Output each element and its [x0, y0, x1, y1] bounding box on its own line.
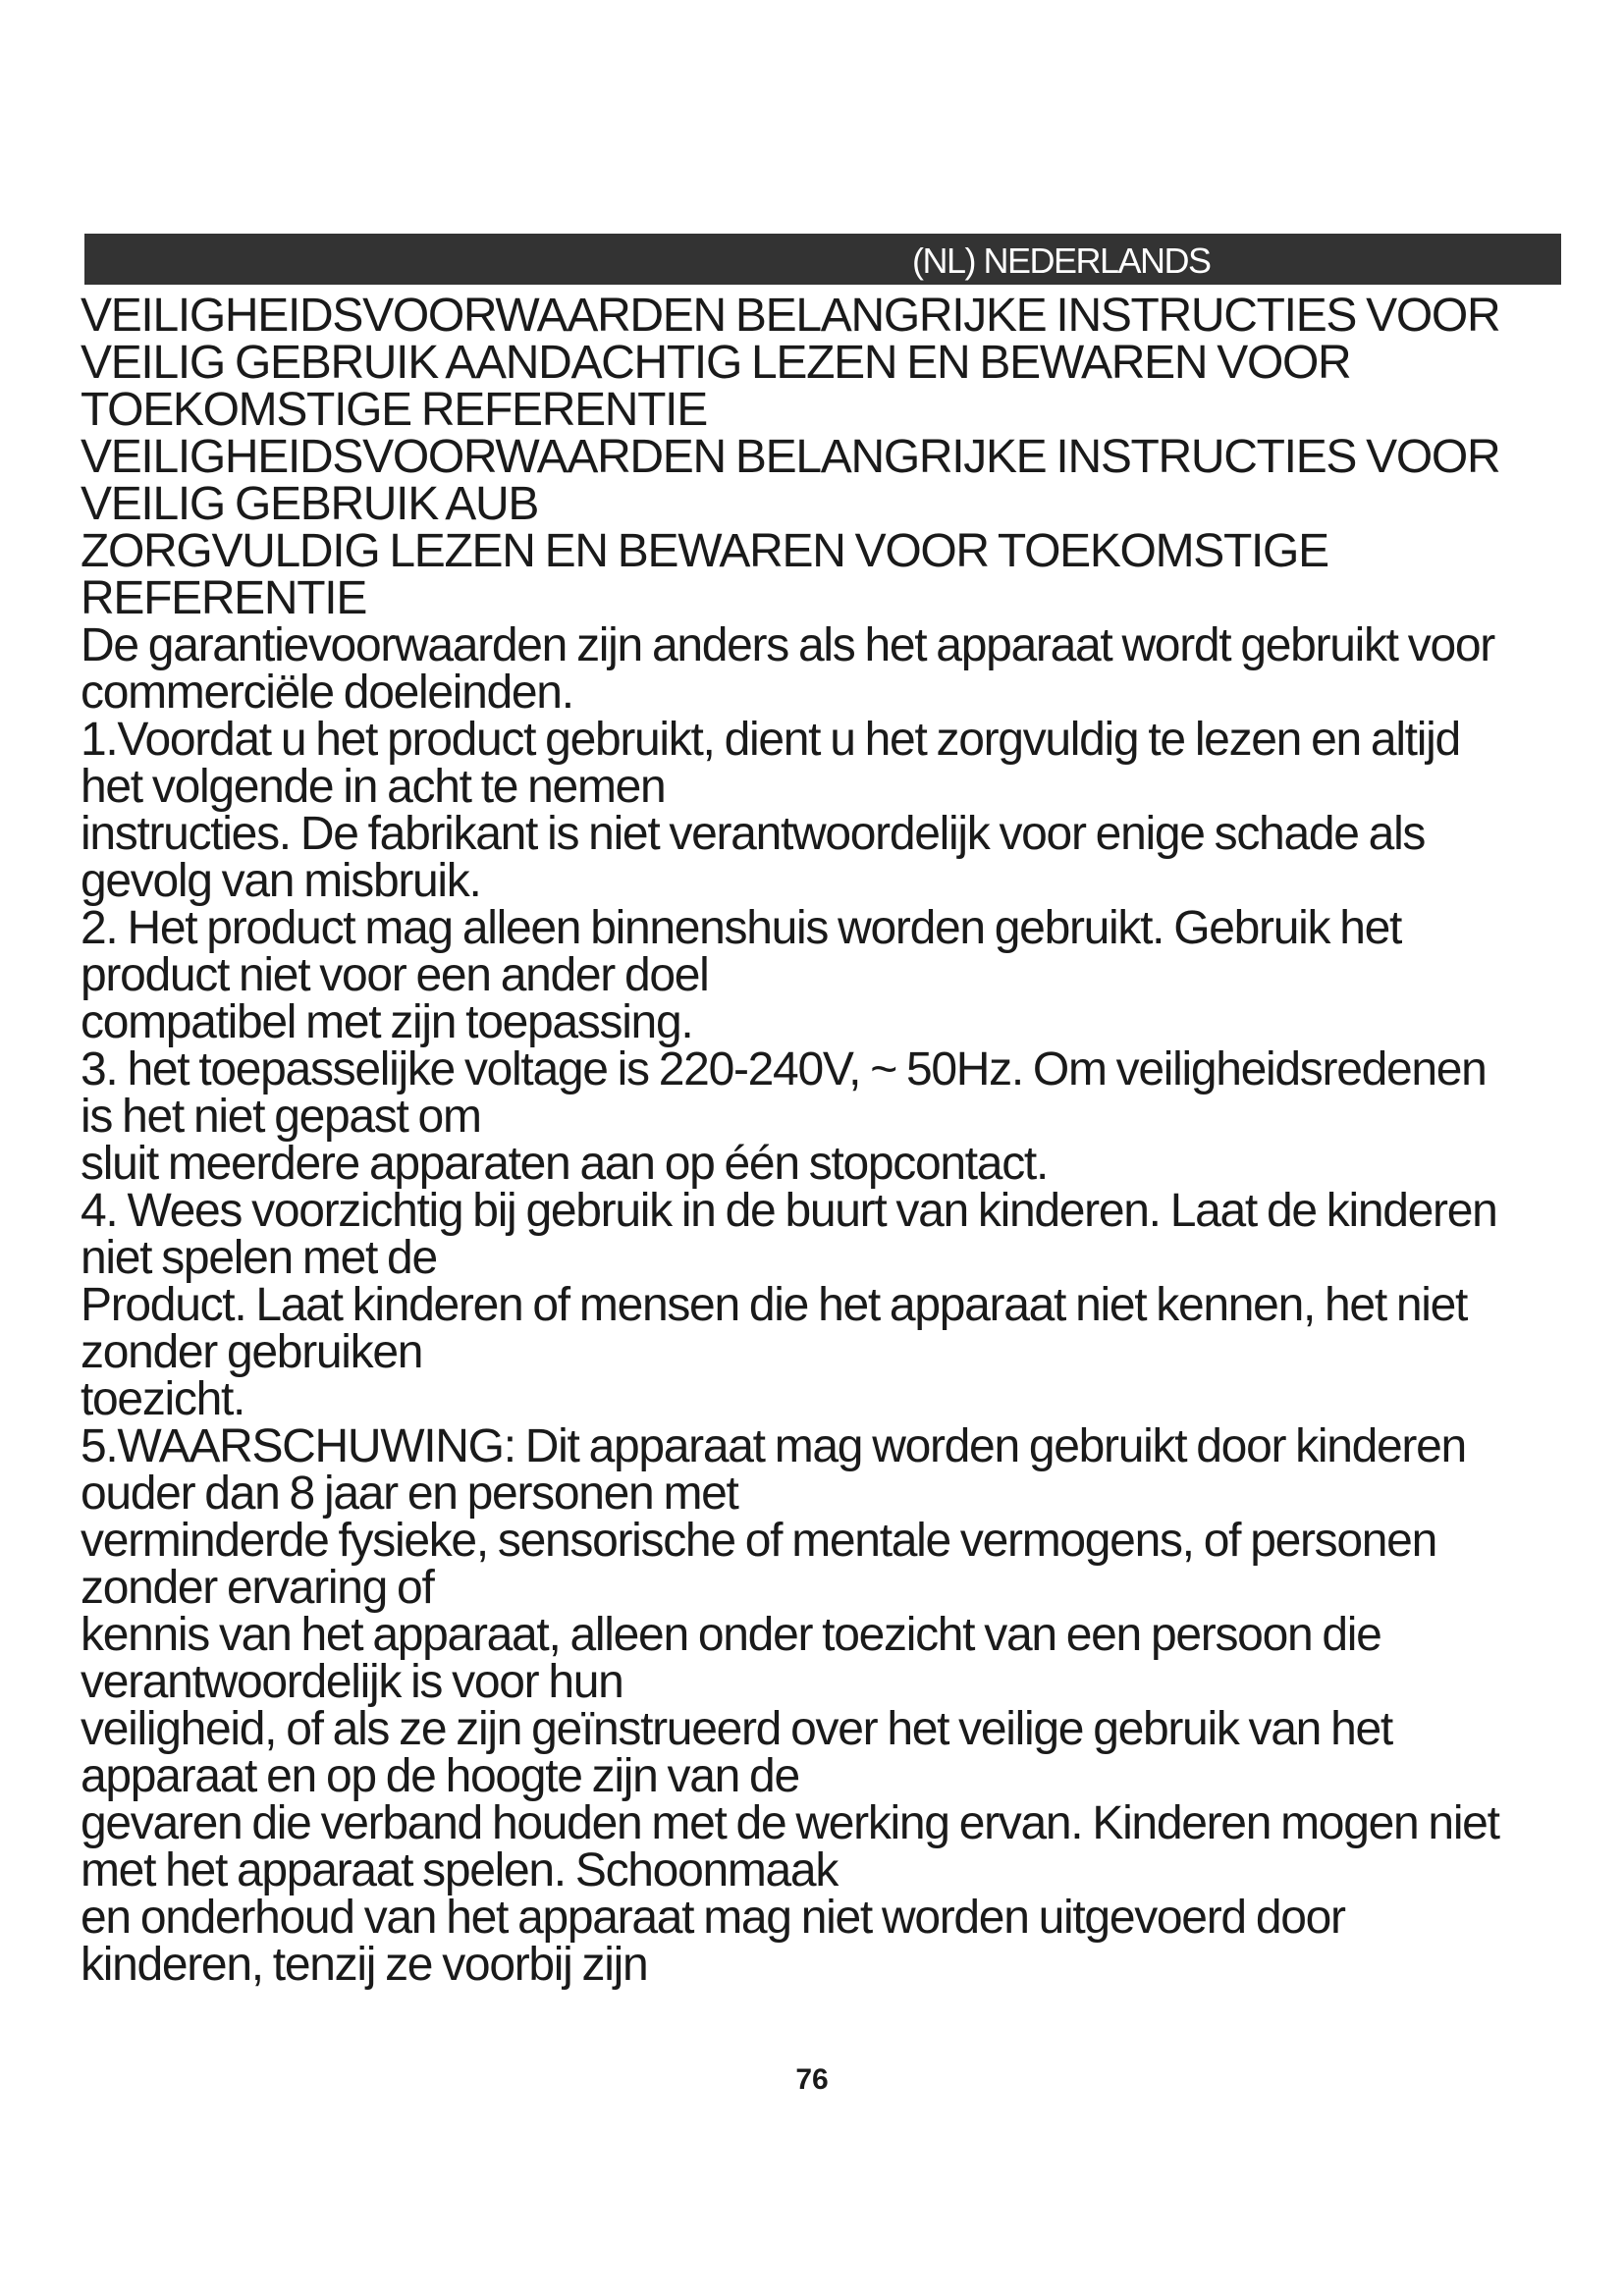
text-line: en onderhoud van het apparaat mag niet worden uitgevoerd door: [81, 1892, 1345, 1944]
text-line: met het apparaat spelen. Schoonmaak: [81, 1844, 839, 1896]
text-line: gevaren die verband houden met de werking ervan. Kinderen mogen niet: [81, 1797, 1499, 1849]
text-line: instructies. De fabrikant is niet verantwoordelijk voor enige schade als: [81, 808, 1426, 860]
text-line: zonder gebruiken: [81, 1326, 423, 1378]
text-line: 2. Het product mag alleen binnenshuis worden gebruikt. Gebruik het: [81, 902, 1402, 954]
text-line: verantwoordelijk is voor hun: [81, 1656, 623, 1708]
text-line: REFERENTIE: [81, 572, 367, 624]
text-line: VEILIG GEBRUIK AUB: [81, 478, 539, 530]
text-line: 3. het toepasselijke voltage is 220-240V, ~ 50Hz. Om veiligheidsredenen: [81, 1043, 1487, 1095]
text-line: VEILIG GEBRUIK AANDACHTIG LEZEN EN BEWAREN VOOR: [81, 337, 1351, 389]
text-line: 1.Voordat u het product gebruikt, dient u het zorgvuldig te lezen en altijd: [81, 714, 1460, 766]
text-line: Product. Laat kinderen of mensen die het apparaat niet kennen, het niet: [81, 1279, 1468, 1331]
text-line: compatibel met zijn toepassing.: [81, 996, 693, 1048]
text-line: ouder dan 8 jaar en personen met: [81, 1468, 738, 1520]
text-line: verminderde fysieke, sensorische of mentale vermogens, of personen: [81, 1515, 1436, 1567]
text-line: ZORGVULDIG LEZEN EN BEWAREN VOOR TOEKOMSTIGE: [81, 525, 1328, 577]
text-line: product niet voor een ander doel: [81, 949, 709, 1001]
text-line: veiligheid, of als ze zijn geïnstrueerd over het veilige gebruik van het: [81, 1703, 1392, 1755]
language-header-bar: [84, 234, 1561, 285]
text-line: apparaat en op de hoogte zijn van de: [81, 1750, 799, 1802]
text-line: niet spelen met de: [81, 1232, 437, 1284]
text-line: toezicht.: [81, 1373, 245, 1425]
page-number: 76: [795, 2063, 829, 2096]
text-line: kennis van het apparaat, alleen onder toezicht van een persoon die: [81, 1609, 1381, 1661]
text-line: is het niet gepast om: [81, 1091, 481, 1143]
text-line: TOEKOMSTIGE REFERENTIE: [81, 384, 707, 436]
text-line: gevolg van misbruik.: [81, 855, 481, 907]
safety-instructions-text: [81, 290, 1563, 1991]
text-line: VEILIGHEIDSVOORWAARDEN BELANGRIJKE INSTRUCTIES VOOR: [81, 290, 1500, 342]
text-line: het volgende in acht te nemen: [81, 761, 666, 813]
text-line: kinderen, tenzij ze voorbij zijn: [81, 1939, 648, 1991]
language-label: (NL) NEDERLANDS: [912, 240, 1211, 281]
text-line: De garantievoorwaarden zijn anders als het apparaat wordt gebruikt voor: [81, 619, 1494, 671]
text-line: commerciële doeleinden.: [81, 667, 573, 719]
text-line: sluit meerdere apparaten aan op één stopcontact.: [81, 1138, 1048, 1190]
text-line: 5.WAARSCHUWING: Dit apparaat mag worden gebruikt door kinderen: [81, 1420, 1466, 1472]
text-line: 4. Wees voorzichtig bij gebruik in de buurt van kinderen. Laat de kinderen: [81, 1185, 1497, 1237]
text-line: zonder ervaring of: [81, 1562, 434, 1614]
text-line: VEILIGHEIDSVOORWAARDEN BELANGRIJKE INSTRUCTIES VOOR: [81, 431, 1500, 483]
